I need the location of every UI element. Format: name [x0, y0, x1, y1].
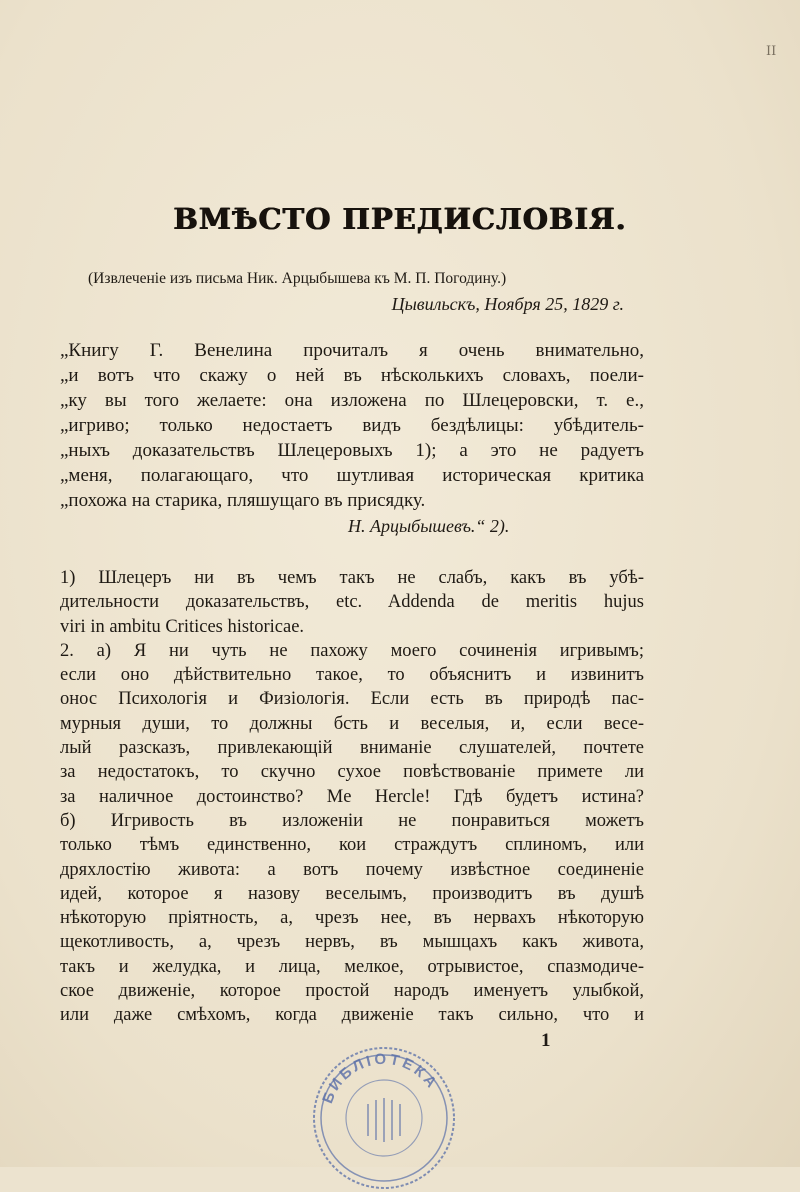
footnote-line: viri in ambitu Criticеs historicae.: [60, 616, 305, 637]
quote-line: „ныхъ доказательствъ Шлецеровыхъ 1); а это не радуетъ: [60, 440, 644, 461]
quote-line: „похожа на старика, пляшущаго въ присядку.: [60, 490, 426, 511]
footnote-line: б) Игривость въ изложеніи не понравиться можетъ: [60, 810, 644, 831]
quote-block: [60, 338, 644, 513]
dateline: Цывильскъ, Ноября 25, 1829 г.: [391, 294, 624, 314]
footnote-line: за недостатокъ, то скучно сухое повѣствованіе примете ли: [60, 762, 644, 783]
footnote-line: если оно дѣйствительно такое, то объяснитъ и извинитъ: [60, 665, 644, 686]
quote-signature: Н. Арцыбышевъ.“ 2).: [348, 516, 510, 536]
quote-line: „меня, полагающаго, что шутливая историческая критика: [60, 465, 644, 486]
signature-mark: II: [766, 44, 777, 59]
letter-source: (Извлеченіе изъ письма Ник. Арцыбышева къ М. П. Погодину.): [88, 270, 507, 287]
page-number: 1: [541, 1030, 551, 1051]
footnote-line: такъ и желудка, и лица, мелкое, отрывистое, спазмодиче-: [60, 956, 644, 977]
page-title: ВМѢСТО ПРЕДИСЛОВІЯ.: [173, 202, 627, 236]
quote-line: „Книгу Г. Венелина прочиталъ я очень внимательно,: [60, 340, 644, 361]
footnote-line: дряхлостію живота: а вотъ почему извѣстное соединеніе: [60, 859, 644, 880]
footnote-line: за наличное достоинство? Me Hercle! Гдѣ будетъ истина?: [60, 786, 644, 807]
footnote-line: ское движеніе, которое простой народъ именуетъ улыбкой,: [60, 981, 644, 1002]
footnote-line: онос Психологія и Физіологія. Если есть въ природѣ пас-: [60, 689, 644, 710]
quote-line: „и вотъ что скажу о ней въ нѣсколькихъ словахъ, поели-: [60, 365, 644, 386]
quote-line: „ку вы того желаете: она изложена по Шлецеровски, т. е.,: [60, 390, 644, 411]
footnote-line: щекотливость, а, чрезъ нервъ, въ мышцахъ какъ живота,: [60, 932, 644, 953]
footnote-line: идей, которое я назову веселымъ, производитъ въ душѣ: [60, 883, 644, 904]
footnote-line: лый разсказъ, привлекающій вниманіе слушателей, почтете: [60, 738, 644, 759]
footnote-line: только тѣмъ единственно, кои страждутъ сплиномъ, или: [60, 835, 644, 856]
footnote-line: мурныя души, то должны бсть и веселыя, и, если весе-: [60, 713, 644, 734]
footnote-line: 2. а) Я ни чуть не пахожу моего сочиненія игривымъ;: [60, 640, 644, 661]
quote-line: „игриво; только недостаетъ видъ бездѣлицы: убѣдитель-: [60, 415, 644, 436]
footnote-line: или даже смѣхомъ, когда движеніе такъ сильно, что и: [60, 1005, 644, 1026]
footnote-line: нѣкоторую пріятность, а, чрезъ нее, въ нервахъ нѣкоторую: [60, 908, 644, 929]
footnote-line: 1) Шлецеръ ни въ чемъ такъ не слабъ, какъ въ убѣ-: [60, 568, 644, 588]
footnote-line: дительности доказательствъ, etc. Addenda de meritis hujus: [60, 592, 644, 613]
library-stamp: [310, 1044, 458, 1192]
svg-text:БИБЛІОТЕКА: БИБЛІОТЕКА: [319, 1050, 442, 1106]
footnotes-block: [60, 566, 644, 1028]
